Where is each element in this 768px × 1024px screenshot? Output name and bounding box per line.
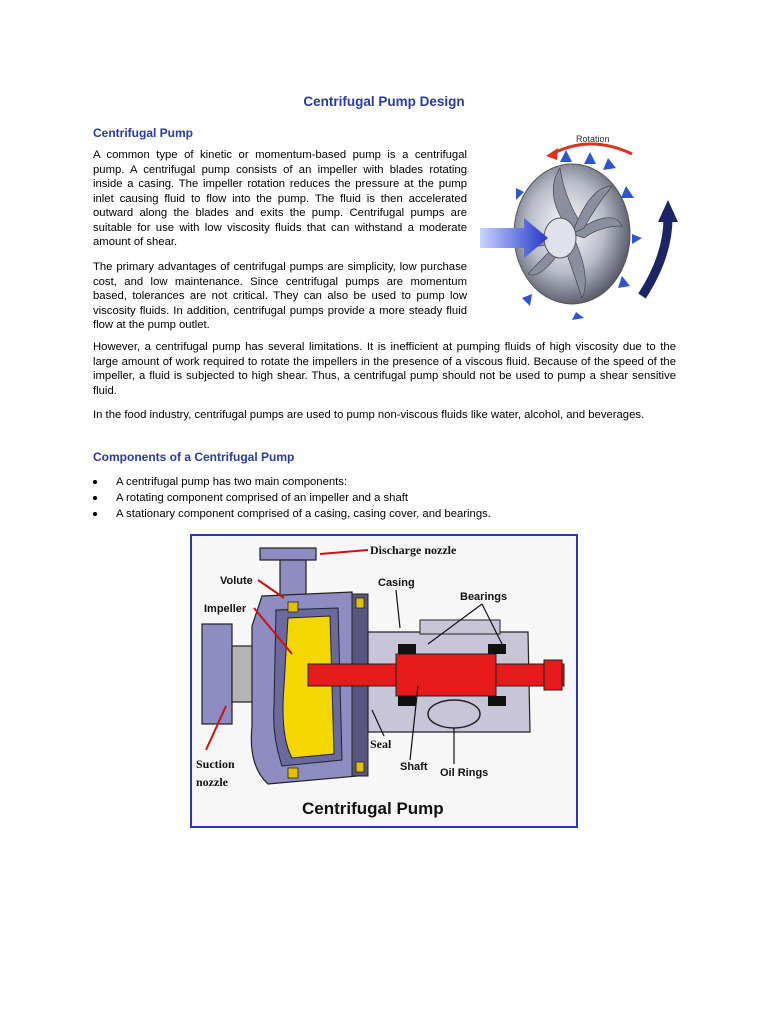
- list-item: A stationary component comprised of a casing, casing cover, and bearings.: [93, 506, 491, 522]
- label-suction: Suction: [196, 757, 235, 771]
- paragraph-1: A common type of kinetic or momentum-based pump is a centrifugal pump. A centrifugal pump consists of an impeller with blades rotating inside a casing. The impeller rotation reduces the pressure at the pump inlet causing fluid to flow into the pump. The fluid is then accelerated outward along the blades and exits the pump. Centrifugal pumps are suitable for use with low viscosity fluids that can withstand a moderate amount of shear.: [93, 149, 467, 248]
- section-heading-components: Components of a Centrifugal Pump: [93, 450, 295, 464]
- label-oil-rings: Oil Rings: [440, 767, 489, 779]
- paragraph-2: The primary advantages of centrifugal pumps are simplicity, low purchase cost, and low maintenance. Since centrifugal pumps are momentum based, tolerances are not critical. They can also be used to pump low viscosity fluids. In addition, centrifugal pumps provide a more steady fluid flow at the pump outlet.: [93, 261, 467, 331]
- page-title: Centrifugal Pump Design: [303, 94, 465, 109]
- label-casing: Casing: [378, 577, 415, 589]
- pump-figure-caption: Centrifugal Pump: [302, 799, 444, 818]
- impeller-drawing: [472, 126, 687, 326]
- label-seal: Seal: [370, 737, 392, 751]
- label-nozzle: nozzle: [196, 775, 228, 789]
- pump-cross-section: [192, 536, 576, 826]
- label-bearings: Bearings: [460, 591, 508, 603]
- rotation-label: Rotation: [576, 134, 610, 144]
- impeller-illustration: [472, 126, 687, 326]
- list-item: A centrifugal pump has two main components:: [93, 474, 491, 490]
- list-item: A rotating component comprised of an impeller and a shaft: [93, 490, 491, 506]
- paragraph-3: However, a centrifugal pump has several limitations. It is inefficient at pumping fluids of high viscosity due to the large amount of work required to rotate the impellers in the presence of a viscous fluid. Because of the speed of the impeller, a fluid is subjected to high shear. Thus, a centrifugal pump should not be used to pump a shear sensitive fluid.: [93, 341, 676, 397]
- components-list: [93, 474, 491, 522]
- label-volute: Volute: [220, 575, 253, 587]
- label-impeller: Impeller: [204, 603, 247, 615]
- section-heading-centrifugal-pump: Centrifugal Pump: [93, 126, 194, 140]
- label-shaft: Shaft: [400, 761, 428, 773]
- rotation-arrow: [552, 144, 632, 154]
- outlet-arrow: [642, 218, 668, 296]
- label-discharge-nozzle: Discharge nozzle: [370, 543, 457, 557]
- pump-diagram-frame: [190, 534, 578, 828]
- paragraph-4: In the food industry, centrifugal pumps are used to pump non-viscous fluids like water, alcohol, and beverages.: [93, 409, 645, 421]
- impeller-hub: [544, 218, 576, 258]
